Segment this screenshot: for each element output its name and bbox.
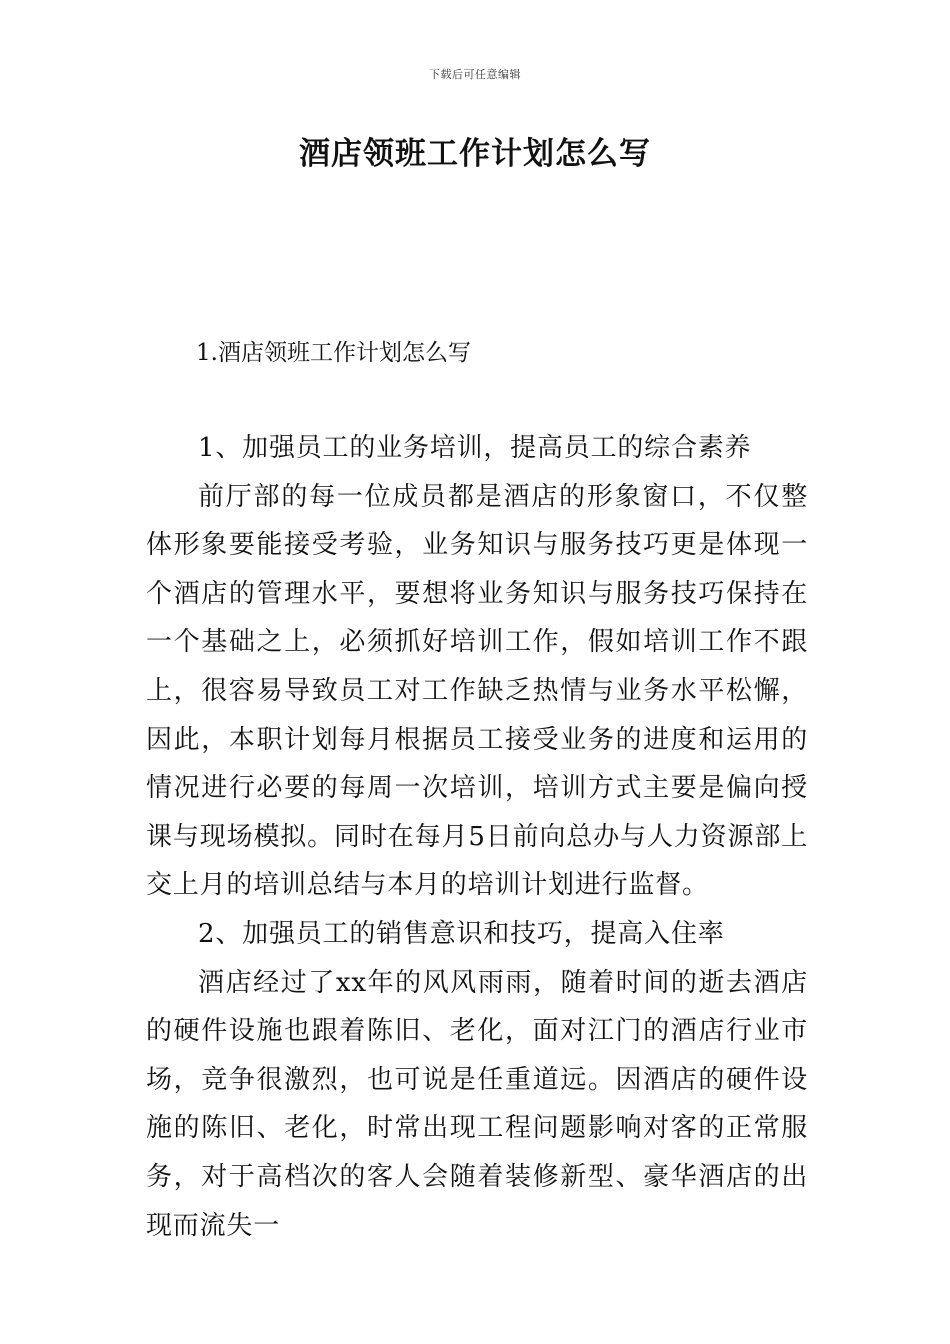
paragraph-sales: 酒店经过了xx年的风风雨雨，随着时间的逝去酒店的硬件设施也跟着陈旧、老化，面对江门的酒店行业市场，竞争很激烈，也可说是任重道远。因酒店的硬件设施的陈旧、老化，时常出现工程问题影响对客的正常服务，对于高档次的客人会随着装修新型、豪华酒店的出现而流失一 bbox=[146, 967, 808, 1241]
paragraph-training: 前厅部的每一位成员都是酒店的形象窗口，不仅整体形象要能接受考验，业务知识与服务技巧更是体现一个酒店的管理水平，要想将业务知识与服务技巧保持在一个基础之上，必须抓好培训工作，假如培训工作不跟上，很容易导致员工对工作缺乏热情与业务水平松懈，因此，本职计划每月根据员工接受业务的进度和运用的情况进行必要的每周一次培训，培训方式主要是偏向授课与现场模拟。同时在每月5日前向总办与人力资源部上交上月的培训总结与本月的培训计划进行监督。 bbox=[146, 481, 808, 901]
document-body bbox=[146, 424, 808, 1250]
subheading-1: 1、加强员工的业务培训，提高员工的综合素养 bbox=[198, 433, 752, 463]
document-title: 酒店领班工作计划怎么写 bbox=[299, 136, 651, 172]
download-note: 下载后可任意编辑 bbox=[429, 68, 521, 81]
subheading-2: 2、加强员工的销售意识和技巧，提高入住率 bbox=[198, 918, 725, 949]
section-heading: 1.酒店领班工作计划怎么写 bbox=[196, 340, 471, 366]
